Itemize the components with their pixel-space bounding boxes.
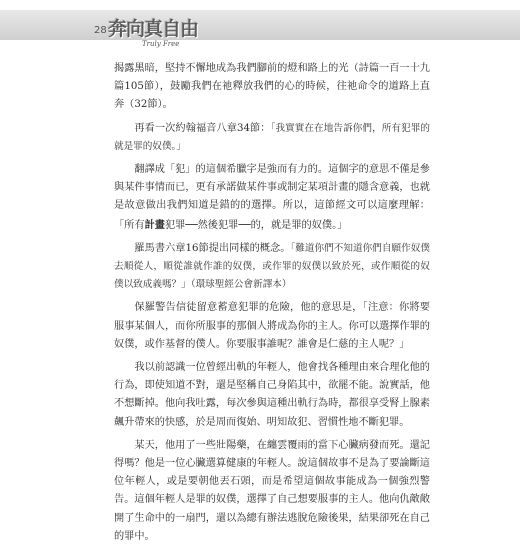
paragraph-6: [114, 359, 430, 432]
emphasis-text: 計畫: [144, 218, 165, 231]
paragraph-text: 犯罪──然後犯罪──的，就是罪的奴僕。」: [164, 219, 348, 231]
paragraph-7: [114, 437, 430, 546]
paragraph-text: 翻譯成「犯」的這個希臘字是強而有力的。這個字的意思不僅是參與某件事情而已，更有承諾做某件事或制定某項計畫的隱含意義，也就是故意做出我們知道是錯的的選擇。所以，這節經文可以這麼理解：「所有: [114, 164, 430, 231]
paragraph-1: [114, 60, 430, 115]
paragraph-3: [114, 161, 430, 235]
scripture-quote: 「我實實在在地告訴你們，所有犯罪的就是罪的奴僕。」: [114, 122, 430, 152]
paragraph-text: 再看一次約翰福音八章34節：: [134, 122, 271, 134]
paragraph-text: 羅馬書六章16節提出同樣的概念。: [134, 242, 291, 254]
body-text: [114, 60, 430, 551]
scripture-quote: 「難道你們不知道你們自願作奴僕去順從人，順從誰就作誰的奴僕，或作罪的奴僕以致於死，或作順從的奴僕以致成義嗎？」（環球聖經公會新譯本）: [114, 242, 430, 291]
book-logo: [108, 14, 198, 58]
page-number: 28: [94, 25, 107, 36]
paragraph-text: 某天，他用了一些壯陽藥，在纏雲覆雨的當下心臟病發而死。還記得嗎？他是一位心臟選算健康的年輕人。說這個故事不是為了要論斷這位年輕人，或是要朝他丟石頭，而是希望這個故事能成為一個強烈警告。這個年輕人是罪的奴僕，選擇了自己想要服事的主人。他向仇敵敞開了生命中的一扇門，還以為總有辦法逃脫危險後果，結果卻死在自己的罪中。: [114, 439, 430, 542]
paragraph-text: 揭露黑暗，堅持不懈地成為我們腳前的燈和路上的光（詩篇一百一十九篇105節），鼓勵我們在祂釋放我們的心的時候，往祂命令的道路上直奔（32節）。: [114, 63, 430, 111]
paragraph-text: 我以前認識一位曾經出軌的年輕人，他會找各種理由來合理化他的行為，即使知道不對，還是堅稱自己身陷其中，欲罷不能。說實話，他不想斷掉。他向我吐露，每次參與這種出軌行為時，都很享受腎上腺素飆升帶來的快感，於是周而復始、明知故犯、習慣性地不斷犯罪。: [114, 362, 430, 428]
logo-subtitle: Truly Free: [142, 40, 180, 48]
page-header: [0, 0, 520, 62]
paragraph-2: [114, 120, 430, 156]
header-band: [0, 10, 520, 40]
paragraph-text: 保羅警告信徒留意蓄意犯罪的危險，他的意思是，「注意：你將要服事某個人，而你所服事的那個人將成為你的主人。你可以選擇作罪的奴僕，或作基督的僕人。你要服事誰呢？誰會是仁慈的主人呢？」: [114, 302, 430, 350]
paragraph-4: [114, 240, 430, 295]
paragraph-5: [114, 299, 430, 354]
logo-title: 奔向真自由: [108, 18, 199, 40]
